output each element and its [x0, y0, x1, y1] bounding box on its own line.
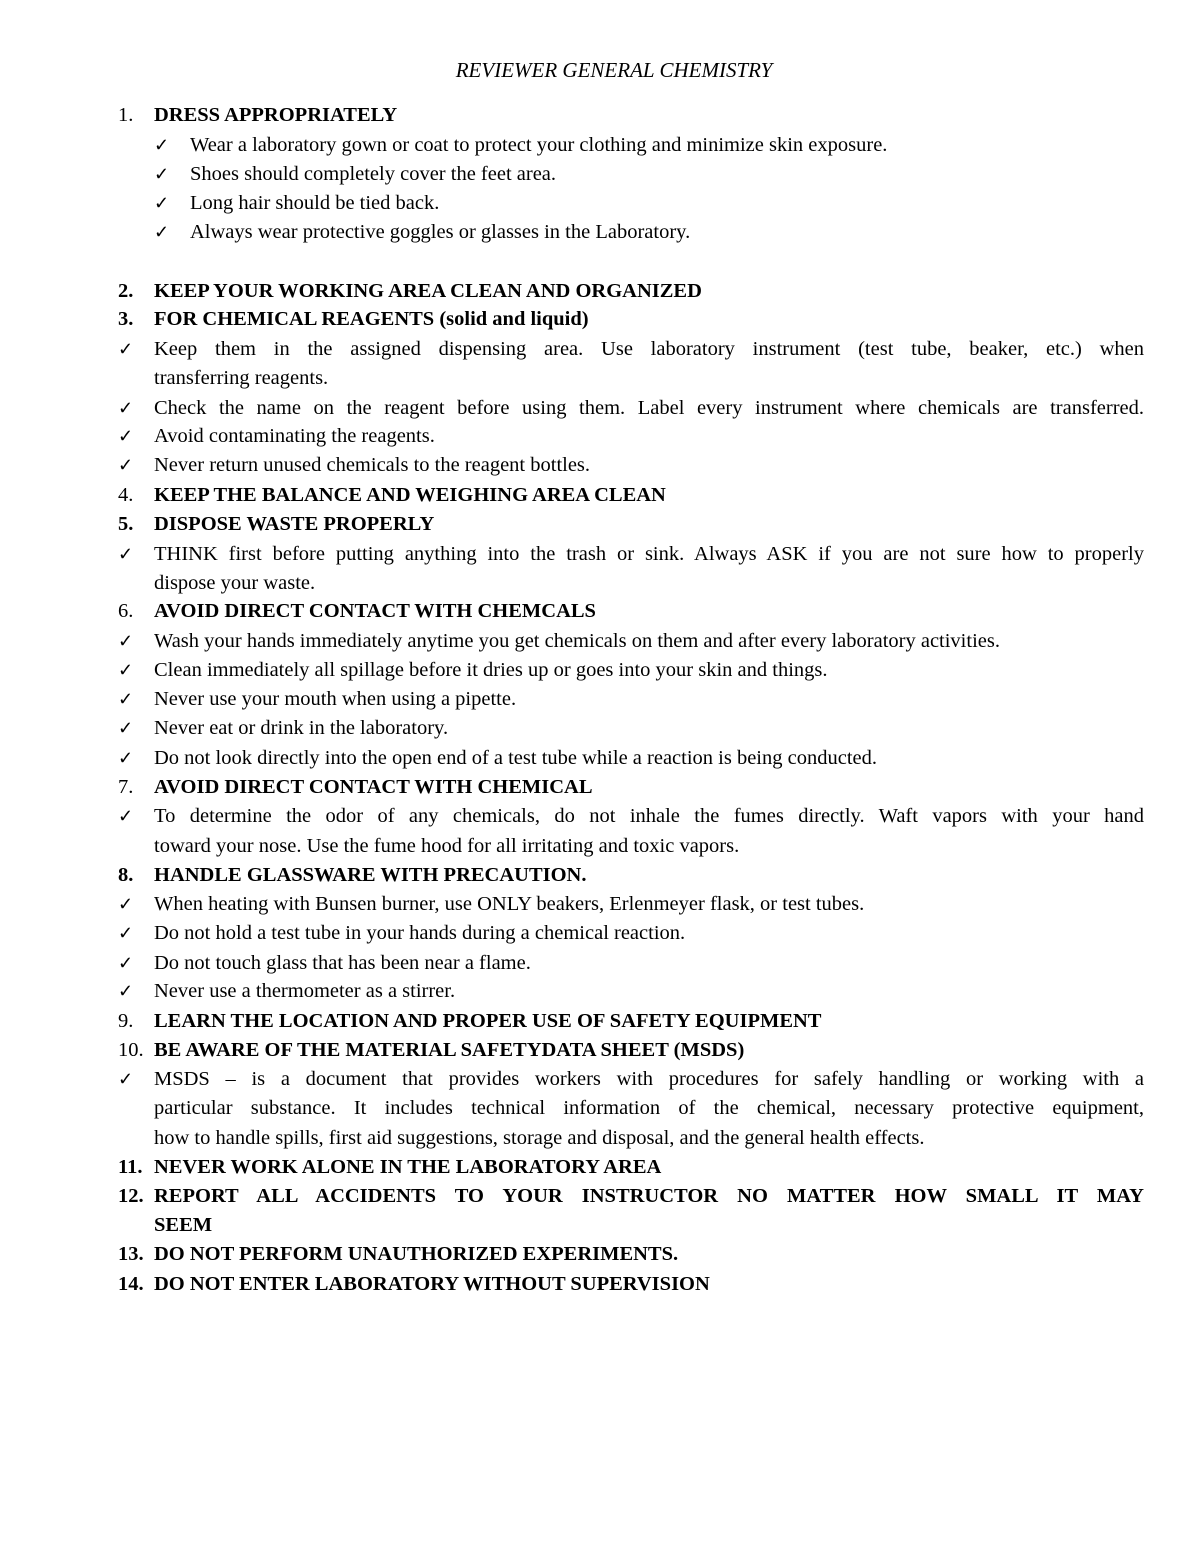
section-heading — [0, 1153, 1200, 1182]
check-icon: ✓ — [118, 806, 134, 826]
section-heading — [0, 481, 1200, 510]
bullet-text: how to handle spills, first aid suggestions, storage and disposal, and the general health effects. — [154, 1127, 925, 1149]
section-number: 5. — [118, 513, 134, 535]
bullet-item — [0, 451, 1200, 480]
section-heading-text: AVOID DIRECT CONTACT WITH CHEMCALS — [154, 600, 596, 622]
bullet-item — [0, 394, 1200, 423]
check-icon: ✓ — [118, 631, 134, 651]
bullet-item — [0, 218, 1200, 247]
section-heading — [0, 773, 1200, 802]
bullet-text: Never use a thermometer as a stirrer. — [154, 980, 456, 1002]
bullet-item — [0, 949, 1200, 978]
check-icon: ✓ — [118, 455, 134, 475]
page-title: REVIEWER GENERAL CHEMISTRY — [455, 58, 773, 82]
bullet-text: Do not look directly into the open end of a test tube while a reaction is being conducted. — [154, 747, 877, 769]
section-heading — [0, 597, 1200, 626]
section-number: 13. — [118, 1243, 144, 1265]
bullet-text: MSDS – is a document that provides workers with procedures for safely handling or working with a — [154, 1068, 1144, 1090]
section-number: 7. — [118, 776, 134, 798]
bullet-text: Always wear protective goggles or glasses in the Laboratory. — [190, 221, 691, 243]
bullet-text: dispose your waste. — [154, 572, 316, 594]
section-heading — [0, 277, 1200, 306]
bullet-item — [0, 714, 1200, 743]
check-icon: ✓ — [154, 193, 170, 213]
section-heading — [0, 101, 1200, 130]
bullet-text: Never return unused chemicals to the reagent bottles. — [154, 454, 591, 476]
bullet-item — [0, 685, 1200, 714]
section-heading-text: BE AWARE OF THE MATERIAL SAFETYDATA SHEET (MSDS) — [154, 1039, 745, 1061]
bullet-item — [0, 540, 1200, 569]
section-heading-text: SEEM — [154, 1214, 213, 1236]
section-number: 9. — [118, 1010, 134, 1032]
check-icon: ✓ — [154, 222, 170, 242]
bullet-text: Check the name on the reagent before using them. Label every instrument where chemicals are transferred. — [154, 397, 1144, 419]
check-icon: ✓ — [118, 894, 134, 914]
bullet-text: Long hair should be tied back. — [190, 192, 440, 214]
section-heading — [0, 1036, 1200, 1065]
bullet-text: Do not hold a test tube in your hands during a chemical reaction. — [154, 922, 686, 944]
section-heading — [0, 1007, 1200, 1036]
check-icon: ✓ — [154, 135, 170, 155]
bullet-text: particular substance. It includes technical information of the chemical, necessary protective equipment, — [154, 1097, 1144, 1119]
section-heading — [0, 1240, 1200, 1269]
bullet-text: Shoes should completely cover the feet area. — [190, 163, 557, 185]
bullet-text: Avoid contaminating the reagents. — [154, 425, 435, 447]
check-icon: ✓ — [118, 426, 134, 446]
bullet-item — [0, 422, 1200, 451]
section-heading-continuation — [0, 1211, 1200, 1240]
section-heading — [0, 510, 1200, 539]
section-heading-text: KEEP THE BALANCE AND WEIGHING AREA CLEAN — [154, 484, 666, 506]
check-icon: ✓ — [118, 981, 134, 1001]
section-number: 6. — [118, 600, 134, 622]
section-number: 3. — [118, 308, 134, 330]
section-number: 4. — [118, 484, 134, 506]
bullet-text: Never eat or drink in the laboratory. — [154, 717, 449, 739]
bullet-text: THINK first before putting anything into the trash or sink. Always ASK if you are not sure how to properly — [154, 543, 1144, 565]
check-icon: ✓ — [118, 1069, 134, 1089]
bullet-text: Keep them in the assigned dispensing area. Use laboratory instrument (test tube, beaker, etc.) when — [154, 338, 1144, 360]
bullet-item — [0, 189, 1200, 218]
check-icon: ✓ — [118, 660, 134, 680]
check-icon: ✓ — [118, 339, 134, 359]
bullet-item — [0, 627, 1200, 656]
bullet-text: Do not touch glass that has been near a flame. — [154, 952, 531, 974]
section-number: 2. — [118, 280, 134, 302]
check-icon: ✓ — [118, 718, 134, 738]
section-number: 1. — [118, 104, 134, 126]
bullet-text: Never use your mouth when using a pipette. — [154, 688, 517, 710]
bullet-text: Wash your hands immediately anytime you get chemicals on them and after every laboratory activities. — [154, 630, 1000, 652]
bullet-item — [0, 919, 1200, 948]
section-heading-text: DO NOT ENTER LABORATORY WITHOUT SUPERVISION — [154, 1273, 710, 1295]
section-heading-text: LEARN THE LOCATION AND PROPER USE OF SAFETY EQUIPMENT — [154, 1010, 822, 1032]
bullet-text: toward your nose. Use the fume hood for all irritating and toxic vapors. — [154, 835, 740, 857]
bullet-item — [0, 890, 1200, 919]
section-heading-text: FOR CHEMICAL REAGENTS (solid and liquid) — [154, 308, 589, 330]
section-heading-text: NEVER WORK ALONE IN THE LABORATORY AREA — [154, 1156, 662, 1178]
bullet-text: Clean immediately all spillage before it dries up or goes into your skin and things. — [154, 659, 828, 681]
section-heading — [0, 1182, 1200, 1211]
bullet-item — [0, 744, 1200, 773]
bullet-item — [0, 656, 1200, 685]
section-number: 14. — [118, 1273, 144, 1295]
bullet-item — [0, 335, 1200, 364]
bullet-continuation — [0, 1124, 1200, 1153]
check-icon: ✓ — [118, 923, 134, 943]
bullet-item — [0, 977, 1200, 1006]
bullet-continuation — [0, 1094, 1200, 1123]
section-heading-text: DRESS APPROPRIATELY — [154, 104, 398, 126]
section-heading — [0, 305, 1200, 334]
bullet-text: To determine the odor of any chemicals, do not inhale the fumes directly. Waft vapors with your hand — [154, 805, 1144, 827]
section-heading-text: DISPOSE WASTE PROPERLY — [154, 513, 435, 535]
check-icon: ✓ — [118, 544, 134, 564]
check-icon: ✓ — [118, 398, 134, 418]
section-heading-text: DO NOT PERFORM UNAUTHORIZED EXPERIMENTS. — [154, 1243, 679, 1265]
bullet-text: transferring reagents. — [154, 367, 329, 389]
bullet-continuation — [0, 832, 1200, 861]
section-number: 11. — [118, 1156, 143, 1178]
section-number: 12. — [118, 1185, 144, 1207]
bullet-text: When heating with Bunsen burner, use ONLY beakers, Erlenmeyer flask, or test tubes. — [154, 893, 865, 915]
section-heading — [0, 861, 1200, 890]
section-heading-text: KEEP YOUR WORKING AREA CLEAN AND ORGANIZED — [154, 280, 702, 302]
check-icon: ✓ — [118, 953, 134, 973]
check-icon: ✓ — [118, 689, 134, 709]
bullet-item — [0, 1065, 1200, 1094]
bullet-item — [0, 160, 1200, 189]
section-heading-text: HANDLE GLASSWARE WITH PRECAUTION. — [154, 864, 587, 886]
check-icon: ✓ — [118, 748, 134, 768]
section-number: 10. — [118, 1039, 144, 1061]
section-number: 8. — [118, 864, 134, 886]
bullet-item — [0, 802, 1200, 831]
check-icon: ✓ — [154, 164, 170, 184]
bullet-text: Wear a laboratory gown or coat to protect your clothing and minimize skin exposure. — [190, 134, 888, 156]
section-heading-text: AVOID DIRECT CONTACT WITH CHEMICAL — [154, 776, 593, 798]
section-heading-text: REPORT ALL ACCIDENTS TO YOUR INSTRUCTOR NO MATTER HOW SMALL IT MAY — [154, 1185, 1144, 1207]
section-heading — [0, 1270, 1200, 1299]
bullet-continuation — [0, 364, 1200, 393]
bullet-item — [0, 131, 1200, 160]
bullet-continuation — [0, 569, 1200, 598]
